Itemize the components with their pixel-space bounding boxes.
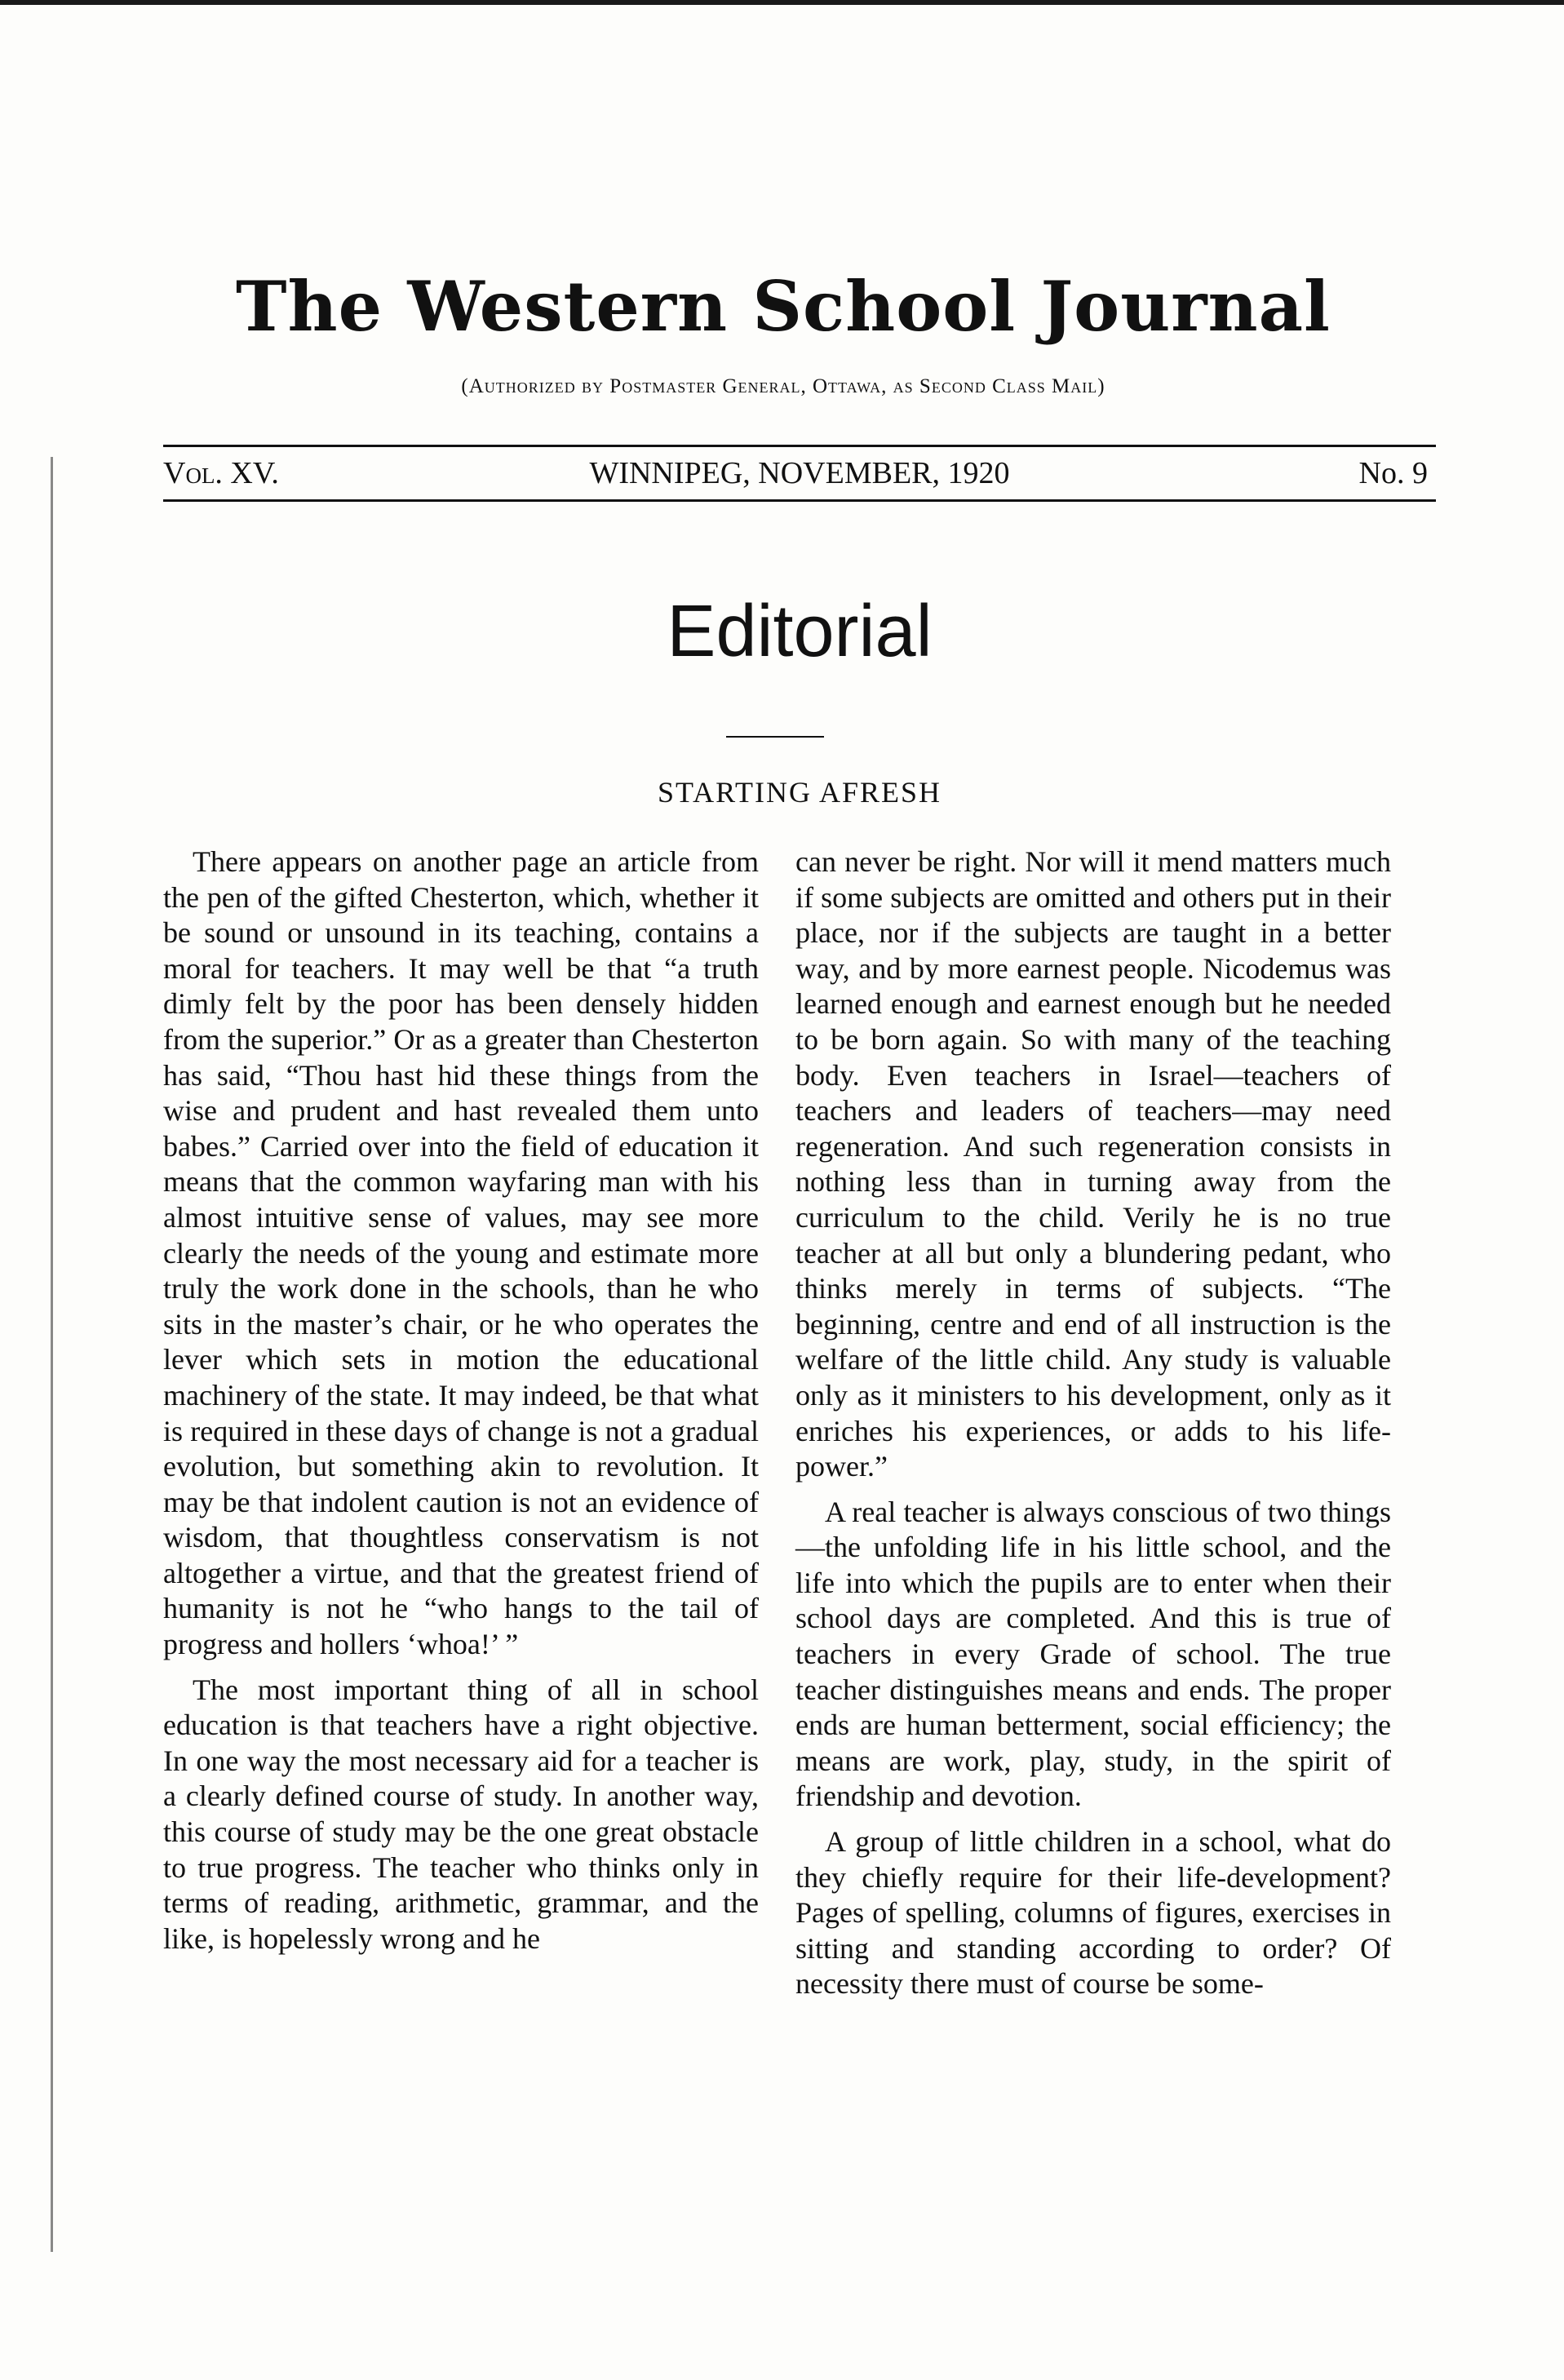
title-divider xyxy=(726,736,824,738)
paragraph: A real teacher is always conscious of two things—the unfolding life in his little school, and the life into which the pupils are to enter when their school days are completed. And this is true of teachers in every Grade of school. The true teacher distinguishes means and ends. The proper ends are human betterment, social efficiency; the means are work, play, study, in the spirit of friendship and devotion. xyxy=(795,1495,1391,1813)
article-title: STARTING AFRESH xyxy=(657,776,942,809)
masthead-rule-top xyxy=(163,445,1436,447)
paragraph: There appears on another page an article from the pen of the gifted Chesterton, which, whether it be sound or unsound in its teaching, contains a moral for teachers. It may well be that “a truth dimly felt by the poor has been densely hidden from the superior.” Or as a greater than Chesterton has said, “Thou hast hid these things from the wise and prudent and hast revealed them unto babes.” Carried over into the field of education it means that the common wayfaring man with his almost intuitive sense of values, may see more clearly the needs of the young and estimate more truly the work done in the schools, than he who sits in the master’s chair, or he who operates the lever which sets in motion the educational machinery of the state. It may indeed, be that what is required in these days of change is not a gradual evolution, but something akin to revolution. It may be that indolent caution is not an evidence of wisdom, that thoughtless conservatism is not altogether a virtue, and that the greatest friend of humanity is not he “who hangs to the tail of progress and hollers ‘whoa!’ ” xyxy=(163,845,759,1661)
section-title: Editorial xyxy=(667,591,933,672)
volume-number: Vol. XV. xyxy=(163,456,279,490)
paragraph: can never be right. Nor will it mend matters much if some subjects are omitted and others put in their place, nor if the subjects are taught in a better way, and by more earnest people. Nicodemus was learned enough and earnest enough but he needed to be born again. So with many of the teaching body. Even teachers in Israel—teachers of teachers and leaders of teachers—may need regeneration. And such regeneration consists in nothing less than in turning away from the curriculum to the child. Verily he is no true teacher at all but only a blundering pedant, who thinks merely in terms of subjects. “The beginning, centre and end of all instruction is the welfare of the little child. Any study is valuable only as it ministers to his development, only as it enriches his experiences, or adds to his life-power.” xyxy=(795,845,1391,1483)
masthead-rule-bottom xyxy=(163,499,1436,502)
article-column-left xyxy=(163,844,759,1966)
scan-left-edge xyxy=(51,457,53,2252)
article-column-right xyxy=(795,844,1391,2012)
scan-top-edge xyxy=(0,0,1564,5)
paragraph: The most important thing of all in school education is that teachers have a right objective. In one way the most necessary aid for a teacher is a clearly defined course of study. In another way, this course of study may be the one great obstacle to true progress. The teacher who thinks only in terms of reading, arithmetic, grammar, and the like, is hopelessly wrong and he xyxy=(163,1673,759,1955)
issue-number: No. 9 xyxy=(1358,456,1428,490)
mail-authorization: (Authorized by Postmaster General, Ottawa, as Second Class Mail) xyxy=(461,375,1105,397)
paragraph: A group of little children in a school, what do they chiefly require for their life-development? Pages of spelling, columns of figures, exercises in sitting and standing according to order? Of necessity there must of course be some- xyxy=(795,1825,1391,2001)
dateline: WINNIPEG, NOVEMBER, 1920 xyxy=(589,456,1010,490)
journal-masthead: The Western School Journal xyxy=(236,266,1331,347)
issue-line xyxy=(163,451,1436,496)
